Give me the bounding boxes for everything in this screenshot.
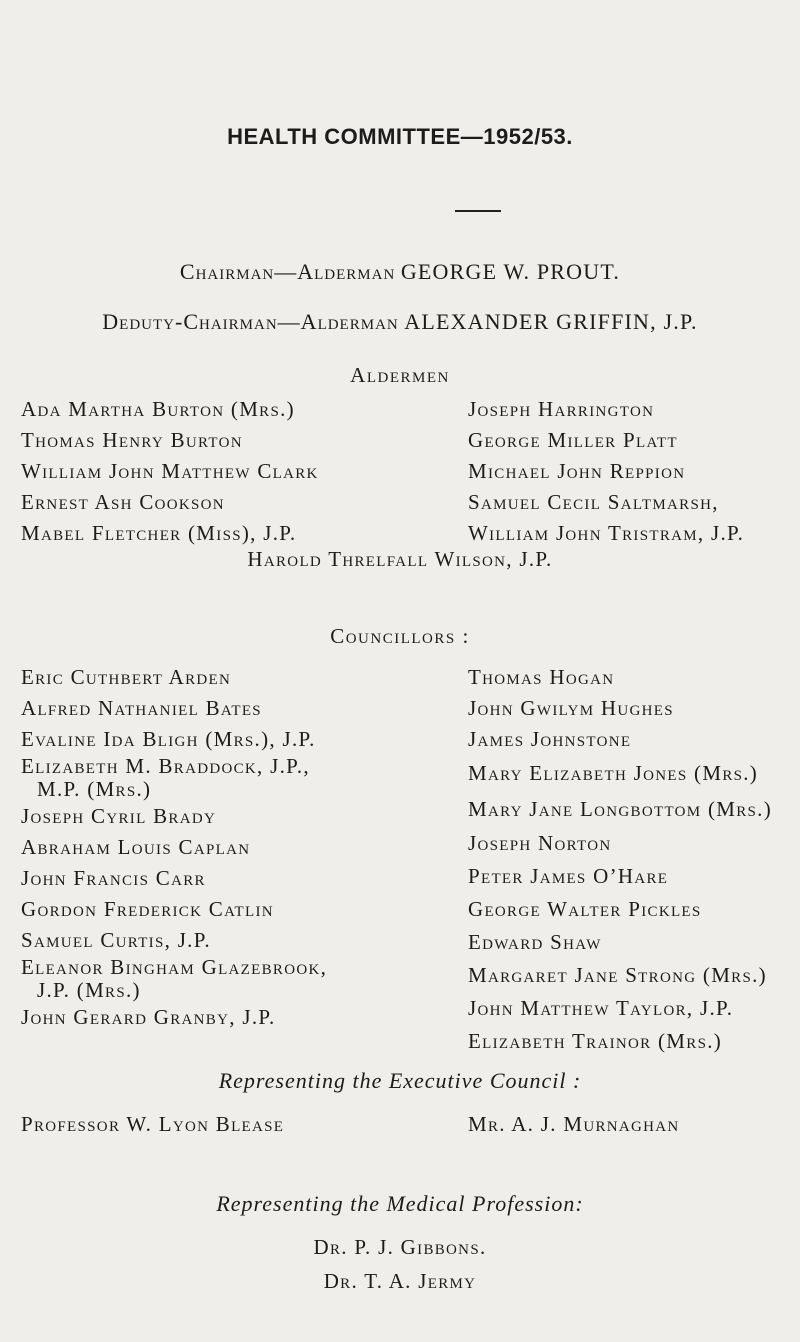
councillors-heading: Councillors : xyxy=(330,624,470,648)
list-item: John Gerard Granby, J.P. xyxy=(21,1005,276,1029)
list-item: James Johnstone xyxy=(468,727,632,751)
list-item: George Walter Pickles xyxy=(468,897,702,921)
list-item: Edward Shaw xyxy=(468,930,602,954)
executive-member-right: Mr. A. J. Murnaghan xyxy=(468,1112,680,1136)
list-item: Ernest Ash Cookson xyxy=(21,490,225,514)
list-item: John Matthew Taylor, J.P. xyxy=(468,996,734,1020)
list-item: Samuel Curtis, J.P. xyxy=(21,928,211,952)
aldermen-heading: Aldermen xyxy=(350,363,450,387)
list-item: Thomas Hogan xyxy=(468,665,615,689)
list-item: Thomas Henry Burton xyxy=(21,428,243,452)
councillors-right-column xyxy=(468,662,772,1058)
list-item: Alfred Nathaniel Bates xyxy=(21,696,262,720)
list-item: Michael John Reppion xyxy=(468,459,686,483)
list-item: Eric Cuthbert Arden xyxy=(21,665,232,689)
list-item xyxy=(21,956,327,1002)
medical-profession-heading: Representing the Medical Profession: xyxy=(216,1191,584,1216)
executive-member-left: Professor W. Lyon Blease xyxy=(21,1112,285,1136)
list-item: Ada Martha Burton (Mrs.) xyxy=(21,397,295,421)
medical-member: Dr. T. A. Jermy xyxy=(323,1269,477,1293)
list-item: Peter James O’Hare xyxy=(468,864,669,888)
chairman-prefix: Chairman—Alderman xyxy=(179,259,396,284)
chairman-name: GEORGE W. PROUT. xyxy=(400,259,621,284)
list-item: William John Tristram, J.P. xyxy=(468,521,745,545)
executive-council-heading: Representing the Executive Council : xyxy=(218,1068,582,1093)
list-item: John Gwilym Hughes xyxy=(468,696,674,720)
list-item: Abraham Louis Caplan xyxy=(21,835,251,859)
list-item xyxy=(21,755,327,801)
list-item: Margaret Jane Strong (Mrs.) xyxy=(468,963,767,987)
list-item-line: Elizabeth M. Braddock, J.P., xyxy=(21,754,310,778)
page-title: HEALTH COMMITTEE—1952/53. xyxy=(227,124,573,149)
deputy-chairman-prefix: Deduty-Chairman—Alderman xyxy=(102,309,399,334)
list-item: Samuel Cecil Saltmarsh, xyxy=(468,490,719,514)
list-item: John Francis Carr xyxy=(21,866,206,890)
list-item: Elizabeth Trainor (Mrs.) xyxy=(468,1029,723,1053)
aldermen-right-column xyxy=(468,394,744,549)
divider-rule xyxy=(455,210,501,212)
list-item-continuation: J.P. (Mrs.) xyxy=(37,978,141,1002)
chairman-line xyxy=(0,259,800,285)
list-item: Joseph Norton xyxy=(468,831,612,855)
list-item-continuation: M.P. (Mrs.) xyxy=(37,777,152,801)
list-item: Evaline Ida Bligh (Mrs.), J.P. xyxy=(21,727,316,751)
list-item: Joseph Harrington xyxy=(468,397,655,421)
deputy-chairman-name: ALEXANDER GRIFFIN, J.P. xyxy=(404,309,698,334)
list-item: Gordon Frederick Catlin xyxy=(21,897,274,921)
list-item: William John Matthew Clark xyxy=(21,459,319,483)
list-item: Mary Elizabeth Jones (Mrs.) xyxy=(468,761,759,785)
list-item-line: Eleanor Bingham Glazebrook, xyxy=(21,955,328,979)
list-item: Mabel Fletcher (Miss), J.P. xyxy=(21,521,297,545)
list-item: George Miller Platt xyxy=(468,428,678,452)
list-item: Mary Jane Longbottom (Mrs.) xyxy=(468,797,773,821)
medical-member: Dr. P. J. Gibbons. xyxy=(313,1235,487,1259)
list-item: Joseph Cyril Brady xyxy=(21,804,217,828)
aldermen-left-column xyxy=(21,394,319,549)
councillors-left-column xyxy=(21,662,327,1033)
deputy-chairman-line xyxy=(0,309,800,335)
aldermen-last-member: Harold Threlfall Wilson, J.P. xyxy=(247,547,553,571)
